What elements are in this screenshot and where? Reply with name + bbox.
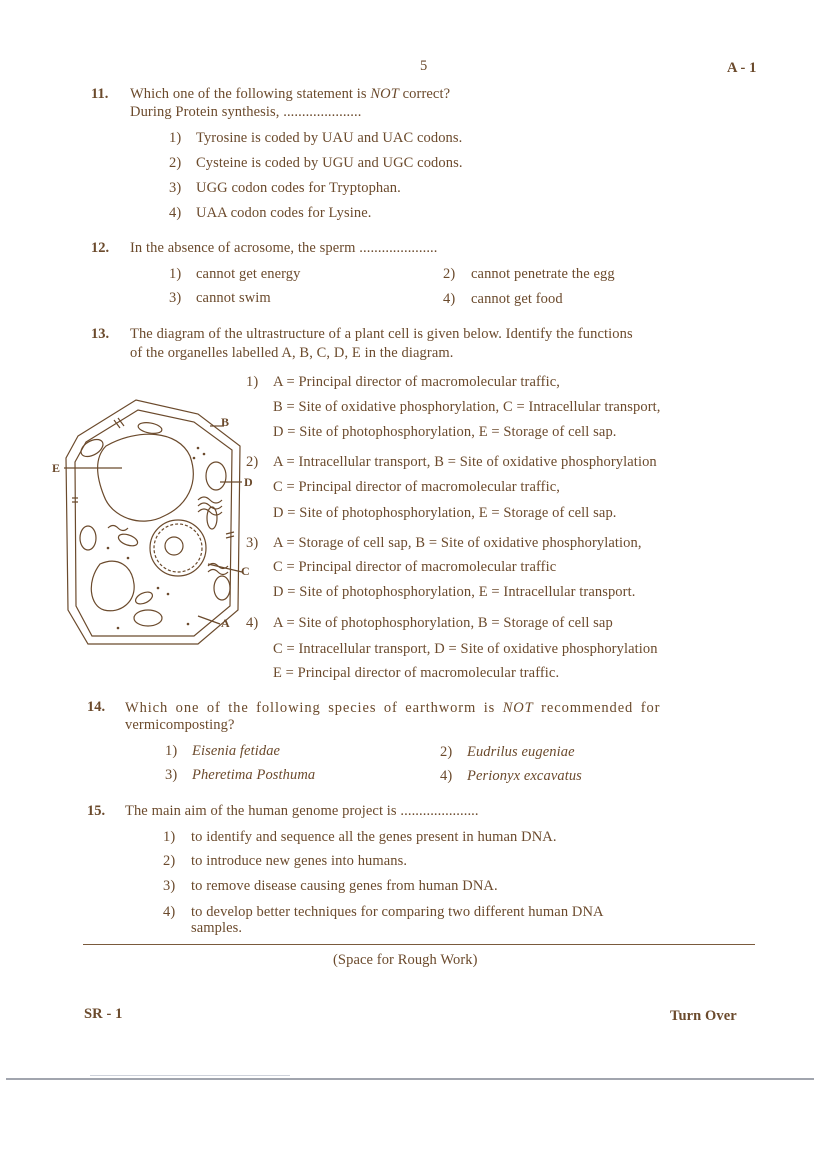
option-number: 2) bbox=[440, 744, 453, 760]
option-number: 2) bbox=[246, 454, 259, 470]
option-text: Perionyx excavatus bbox=[467, 768, 582, 784]
option-text: C = Principal director of macromolecular traffic, bbox=[273, 479, 560, 495]
option-text: D = Site of photophosphorylation, E = Intracellular transport. bbox=[273, 584, 636, 600]
option-text: C = Principal director of macromolecular traffic bbox=[273, 559, 557, 575]
question-number: 11. bbox=[91, 86, 109, 102]
option-text: UGG codon codes for Tryptophan. bbox=[196, 180, 401, 196]
cell-wall-inner bbox=[75, 410, 232, 636]
chloroplast bbox=[206, 462, 226, 490]
option-text: Cysteine is coded by UGU and UGC codons. bbox=[196, 155, 463, 171]
rough-work-label: (Space for Rough Work) bbox=[333, 952, 478, 968]
scan-edge-shadow bbox=[90, 1075, 290, 1076]
question-stem-line2: of the organelles labelled A, B, C, D, E in the diagram. bbox=[130, 345, 454, 361]
option-number: 2) bbox=[443, 266, 456, 282]
nucleolus bbox=[165, 537, 183, 555]
option-number: 3) bbox=[163, 878, 176, 894]
chloroplast bbox=[80, 526, 96, 550]
option-text: C = Intracellular transport, D = Site of oxidative phosphorylation bbox=[273, 641, 658, 657]
option-text: D = Site of photophosphorylation, E = Storage of cell sap. bbox=[273, 505, 617, 521]
diagram-label-e: E bbox=[52, 461, 61, 475]
question-number: 13. bbox=[91, 326, 110, 342]
option-text: A = Site of photophosphorylation, B = Storage of cell sap bbox=[273, 615, 613, 631]
option-number: 3) bbox=[165, 767, 178, 783]
mitochondrion bbox=[134, 590, 155, 607]
vacuole bbox=[98, 434, 194, 521]
footer-series-code: SR - 1 bbox=[84, 1006, 123, 1022]
chloroplast bbox=[134, 610, 162, 626]
page-number: 5 bbox=[420, 58, 428, 74]
golgi bbox=[198, 497, 222, 503]
plant-cell-diagram bbox=[48, 388, 248, 650]
diagram-label-a: A bbox=[221, 616, 230, 630]
diagram-label-b: B bbox=[221, 415, 230, 429]
option-number: 4) bbox=[246, 615, 259, 631]
option-number: 2) bbox=[163, 853, 176, 869]
stem-text-end: correct? bbox=[398, 86, 451, 102]
option-number: 3) bbox=[169, 290, 182, 306]
mitochondrion bbox=[137, 421, 162, 435]
stem-text: Which one of the following statement is bbox=[130, 86, 371, 102]
option-text: cannot get food bbox=[471, 291, 563, 307]
footer-turn-over: Turn Over bbox=[670, 1008, 737, 1024]
stem-text-end: recommended for bbox=[533, 700, 661, 716]
question-number: 12. bbox=[91, 240, 110, 256]
option-text: A = Principal director of macromolecular traffic, bbox=[273, 374, 560, 390]
scan-page-edge bbox=[6, 1078, 814, 1080]
option-number: 4) bbox=[440, 768, 453, 784]
option-text: cannot penetrate the egg bbox=[471, 266, 615, 282]
option-text: to identify and sequence all the genes present in human DNA. bbox=[191, 829, 557, 845]
option-number: 3) bbox=[169, 180, 182, 196]
option-number: 3) bbox=[246, 535, 259, 551]
question-stem: In the absence of acrosome, the sperm ..................... bbox=[130, 240, 438, 256]
nucleus-inner bbox=[154, 524, 202, 572]
golgi bbox=[198, 509, 222, 515]
option-text: Tyrosine is coded by UAU and UAC codons. bbox=[196, 130, 463, 146]
option-text: A = Storage of cell sap, B = Site of oxidative phosphorylation, bbox=[273, 535, 642, 551]
diagram-label-c: C bbox=[241, 564, 250, 578]
question-number: 15. bbox=[87, 803, 106, 819]
option-text: UAA codon codes for Lysine. bbox=[196, 205, 372, 221]
endoplasmic-reticulum bbox=[208, 570, 228, 575]
booklet-code: A - 1 bbox=[727, 60, 757, 76]
option-number: 1) bbox=[169, 130, 182, 146]
option-text: to develop better techniques for comparing two different human DNA bbox=[191, 904, 604, 920]
option-number: 1) bbox=[246, 374, 259, 390]
leader-line-c bbox=[208, 564, 242, 572]
option-text: cannot get energy bbox=[196, 266, 301, 282]
question-stem: The diagram of the ultrastructure of a plant cell is given below. Identify the functions bbox=[130, 326, 633, 342]
chloroplast bbox=[78, 436, 106, 460]
option-text: to introduce new genes into humans. bbox=[191, 853, 408, 869]
option-text: E = Principal director of macromolecular traffic. bbox=[273, 665, 560, 681]
option-text: cannot swim bbox=[196, 290, 271, 306]
option-text: A = Intracellular transport, B = Site of oxidative phosphorylation bbox=[273, 454, 657, 470]
nucleus-envelope bbox=[150, 520, 206, 576]
question-stem bbox=[125, 700, 660, 717]
stem-emphasis: NOT bbox=[370, 86, 399, 102]
option-text-continued: samples. bbox=[191, 920, 243, 936]
option-number: 4) bbox=[443, 291, 456, 307]
question-stem-line2: vermicomposting? bbox=[125, 717, 235, 733]
option-number: 1) bbox=[163, 829, 176, 845]
option-text: to remove disease causing genes from human DNA. bbox=[191, 878, 498, 894]
option-text: Eudrilus eugeniae bbox=[467, 744, 575, 760]
option-number: 1) bbox=[169, 266, 182, 282]
option-number: 1) bbox=[165, 743, 178, 759]
question-stem-line2: During Protein synthesis, ..................... bbox=[130, 104, 362, 120]
chloroplast bbox=[214, 576, 230, 600]
small-vacuole bbox=[91, 561, 134, 611]
option-number: 4) bbox=[169, 205, 182, 221]
option-text: Eisenia fetidae bbox=[192, 743, 281, 759]
question-stem: The main aim of the human genome project is ..................... bbox=[125, 803, 479, 819]
endoplasmic-reticulum bbox=[108, 526, 128, 531]
option-number: 4) bbox=[163, 904, 176, 920]
question-number: 14. bbox=[87, 699, 106, 715]
option-text: B = Site of oxidative phosphorylation, C = Intracellular transport, bbox=[273, 399, 661, 415]
option-number: 2) bbox=[169, 155, 182, 171]
diagram-label-d: D bbox=[244, 475, 253, 489]
mitochondrion bbox=[117, 532, 139, 548]
option-text: Pheretima Posthuma bbox=[192, 767, 316, 783]
question-stem bbox=[130, 86, 450, 103]
option-text: D = Site of photophosphorylation, E = Storage of cell sap. bbox=[273, 424, 617, 440]
divider-line bbox=[83, 944, 755, 945]
stem-emphasis: NOT bbox=[502, 700, 534, 716]
stem-text: Which one of the following species of earthworm is bbox=[125, 700, 503, 716]
